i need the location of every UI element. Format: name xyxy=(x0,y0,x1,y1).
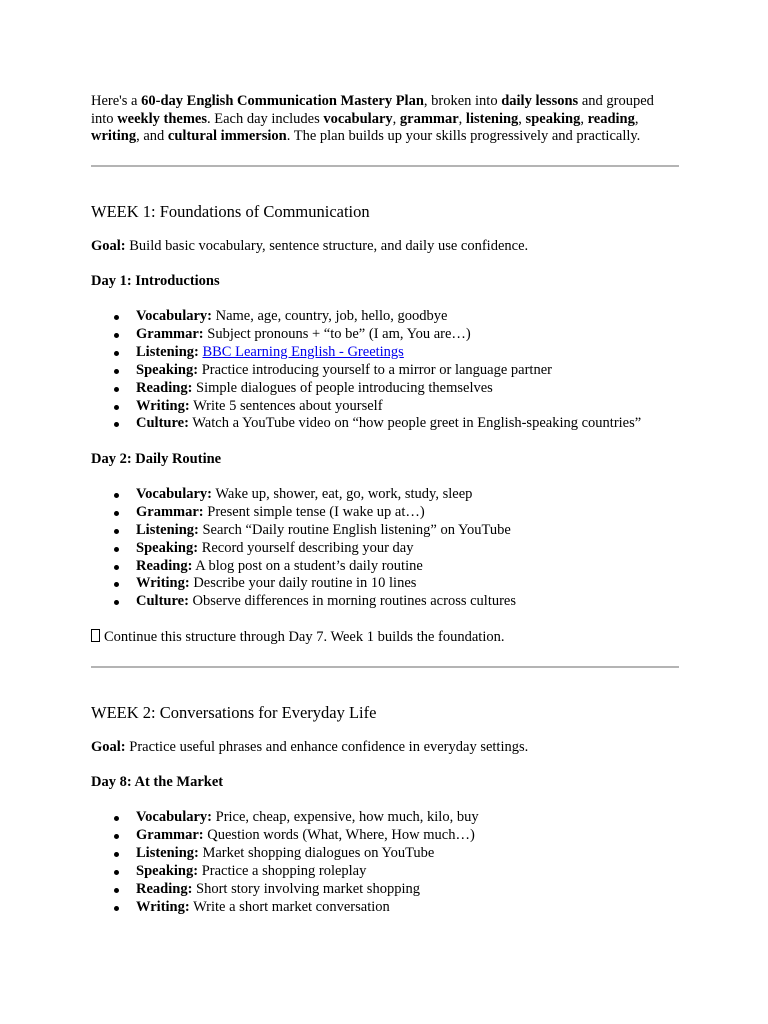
item-text: Search “Daily routine English listening” on YouTube xyxy=(198,521,511,538)
item-text: Question words (What, Where, How much…) xyxy=(203,826,475,843)
item-label: Writing: xyxy=(136,898,190,915)
week2-heading: WEEK 2: Conversations for Everyday Life xyxy=(91,702,377,722)
item-label: Culture: xyxy=(136,593,189,610)
list-item xyxy=(91,863,679,881)
item-label: Writing: xyxy=(136,397,190,414)
week1-goal xyxy=(91,238,679,256)
intro-emphasis: speaking xyxy=(525,110,581,127)
intro-emphasis: weekly themes xyxy=(117,110,207,127)
item-text: Practice a shopping roleplay xyxy=(198,862,367,879)
list-item xyxy=(91,362,679,380)
intro-text: Here's a xyxy=(91,93,142,109)
list-item xyxy=(91,504,679,522)
intro-text: . Each day includes xyxy=(206,110,324,127)
goal-text: Build basic vocabulary, sentence structure, and daily use confidence. xyxy=(125,237,529,254)
item-text: A blog post on a student’s daily routine xyxy=(192,557,423,574)
item-text: Present simple tense (I wake up at…) xyxy=(203,503,425,520)
day8-title: Day 8: At the Market xyxy=(91,774,224,791)
list-item xyxy=(91,881,679,899)
item-label: Listening: xyxy=(136,844,199,861)
week2-goal xyxy=(91,739,679,757)
list-item xyxy=(91,827,679,845)
item-text: Describe your daily routine in 10 lines xyxy=(189,575,417,592)
item-text: Write a short market conversation xyxy=(189,898,390,915)
item-label: Grammar: xyxy=(136,503,204,520)
item-text: Record yourself describing your day xyxy=(198,539,414,556)
intro-paragraph xyxy=(91,93,679,146)
list-item xyxy=(91,540,679,558)
item-text: Write 5 sentences about yourself xyxy=(189,397,383,414)
list-item xyxy=(91,522,679,540)
day2-title: Day 2: Daily Routine xyxy=(91,451,222,468)
item-label: Grammar: xyxy=(136,826,204,843)
intro-text: . The plan builds up your skills progressively and practically. xyxy=(286,128,641,145)
item-text: Observe differences in morning routines across cultures xyxy=(188,593,516,610)
day2-list xyxy=(91,486,679,611)
list-item xyxy=(91,845,679,863)
intro-text: , xyxy=(392,110,400,127)
intro-emphasis: reading xyxy=(587,110,635,127)
week1-note xyxy=(91,629,679,647)
item-text: Wake up, shower, eat, go, work, study, sleep xyxy=(212,485,473,502)
list-item xyxy=(91,575,679,593)
list-item xyxy=(91,486,679,504)
item-text: Simple dialogues of people introducing themselves xyxy=(192,379,493,396)
item-label: Grammar: xyxy=(136,325,204,342)
goal-label: Goal: xyxy=(91,738,126,755)
document-content xyxy=(91,93,679,916)
item-label: Culture: xyxy=(136,415,189,432)
intro-text: , and xyxy=(136,128,168,145)
note-text: Continue this structure through Day 7. Week 1 builds the foundation. xyxy=(104,629,505,646)
resource-link[interactable]: BBC Learning English - Greetings xyxy=(202,343,404,360)
item-text: Name, age, country, job, hello, goodbye xyxy=(212,307,448,324)
item-label: Vocabulary: xyxy=(136,809,212,826)
item-label: Speaking: xyxy=(136,539,199,556)
week1-heading: WEEK 1: Foundations of Communication xyxy=(91,201,370,221)
item-text: Short story involving market shopping xyxy=(192,880,420,897)
day1-list xyxy=(91,308,679,433)
item-text: Market shopping dialogues on YouTube xyxy=(198,844,435,861)
intro-text: , broken into xyxy=(423,93,502,109)
separator xyxy=(91,666,679,668)
missing-glyph-icon xyxy=(91,629,100,642)
intro-emphasis: 60-day English Communication Mastery Plan xyxy=(141,93,424,109)
intro-emphasis: listening xyxy=(465,110,519,127)
item-label: Speaking: xyxy=(136,862,199,879)
separator xyxy=(91,165,679,167)
item-label: Vocabulary: xyxy=(136,307,212,324)
day8-list xyxy=(91,809,679,916)
intro-text: , xyxy=(518,110,526,127)
item-label: Speaking: xyxy=(136,361,199,378)
item-label: Vocabulary: xyxy=(136,485,212,502)
intro-emphasis: writing xyxy=(91,128,137,145)
item-label: Listening: xyxy=(136,343,199,360)
list-item xyxy=(91,899,679,917)
item-text: Subject pronouns + “to be” (I am, You are…) xyxy=(203,325,471,342)
list-item xyxy=(91,593,679,611)
list-item xyxy=(91,344,679,362)
list-item xyxy=(91,558,679,576)
item-label: Listening: xyxy=(136,521,199,538)
list-item xyxy=(91,415,679,433)
list-item xyxy=(91,308,679,326)
goal-text: Practice useful phrases and enhance confidence in everyday settings. xyxy=(125,738,529,755)
intro-text: , xyxy=(458,110,466,127)
intro-emphasis: grammar xyxy=(399,110,459,127)
item-label: Reading: xyxy=(136,880,193,897)
list-item xyxy=(91,380,679,398)
intro-text: , xyxy=(580,110,588,127)
item-text: Watch a YouTube video on “how people greet in English-speaking countries” xyxy=(188,415,642,432)
item-label: Writing: xyxy=(136,575,190,592)
item-label: Reading: xyxy=(136,379,193,396)
item-label: Reading: xyxy=(136,557,193,574)
list-item xyxy=(91,809,679,827)
goal-label: Goal: xyxy=(91,237,126,254)
day1-title: Day 1: Introductions xyxy=(91,273,220,290)
intro-emphasis: daily lessons xyxy=(501,93,579,109)
list-item xyxy=(91,398,679,416)
intro-emphasis: cultural immersion xyxy=(167,128,287,145)
intro-text: and grouped into xyxy=(91,93,654,127)
item-text: Price, cheap, expensive, how much, kilo, buy xyxy=(212,809,479,826)
list-item xyxy=(91,326,679,344)
intro-text: , xyxy=(634,110,639,127)
item-text: Practice introducing yourself to a mirror or language partner xyxy=(198,361,552,378)
intro-emphasis: vocabulary xyxy=(323,110,393,127)
